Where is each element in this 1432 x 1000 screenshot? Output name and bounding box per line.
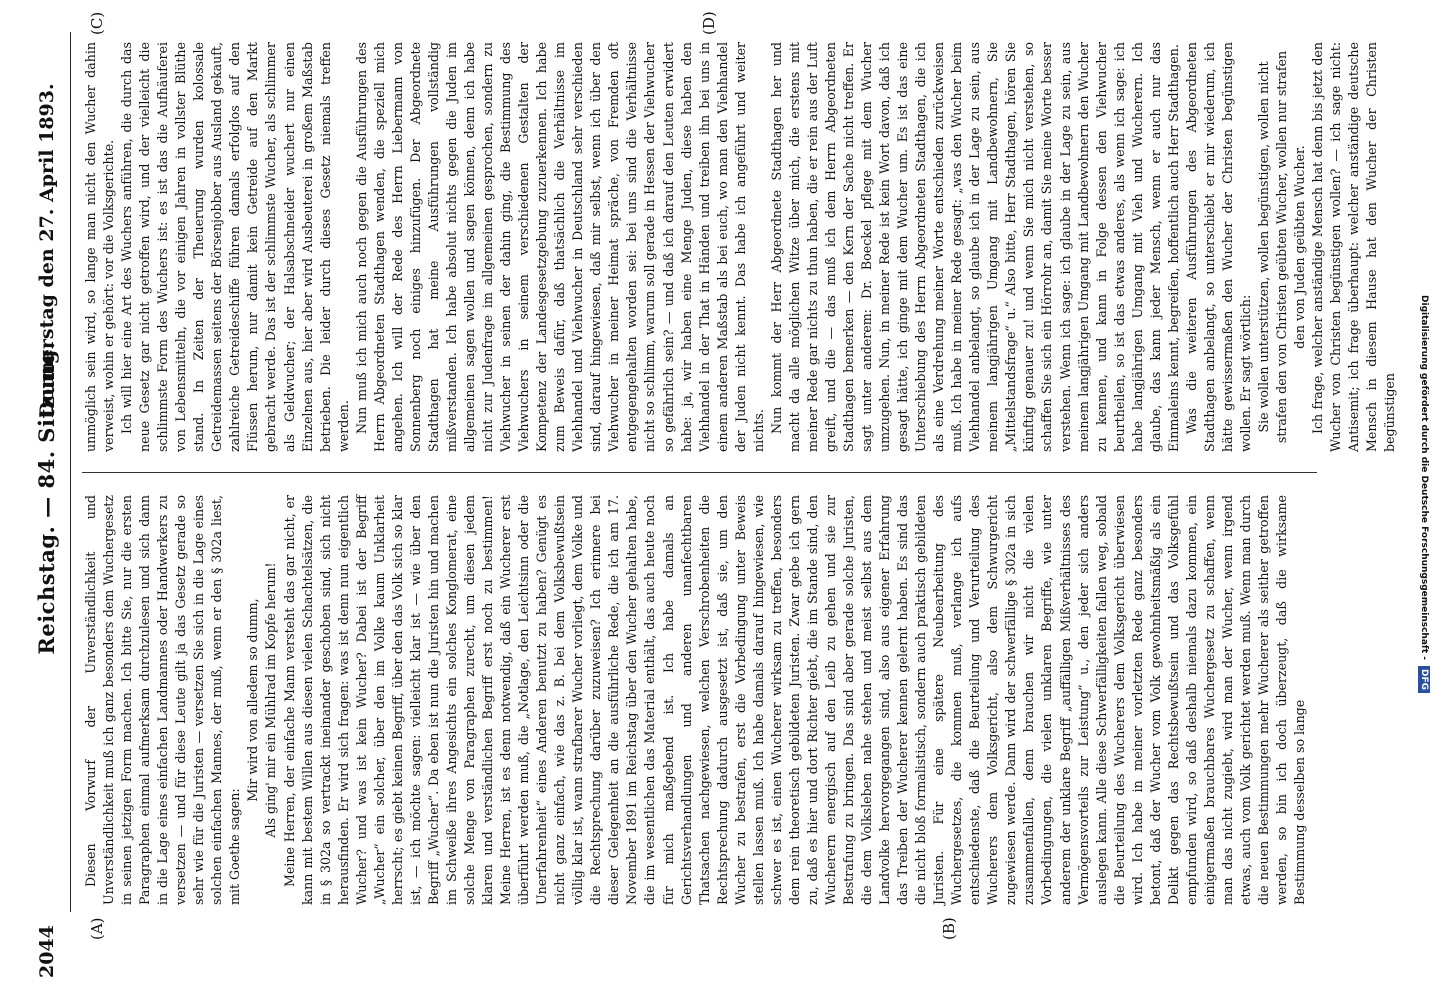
page-number: 2044 <box>36 925 58 978</box>
verse-line: Als ging' mir ein Mühlrad im Kopfe herum! <box>263 562 279 838</box>
column-rule <box>82 472 1317 473</box>
paragraph: Nun kommt der Herr Abgeordnete Stadthagen her und macht da alle möglichen Witze über mich, die erstens mit meiner Rede gar nichts zu thun haben, die er rein aus der Luft greift, und die — das muß ich dem Herrn Abgeordneten Stadthagen bemerken — den Kern der Sache nicht treffen. Er sagt unter anderem: Dr. Boeckel pflege mit dem Wucher umzugehen. Nun, in meiner Rede ist kein Wort davon, daß ich gesagt hätte, ich ginge mit dem Wucher um. Es ist das eine Unterschiebung des Herrn Abgeordneten Stadthagen, die ich als eine Verdrehung meiner Worte entschieden zurückweisen muß. Ich habe in meiner Rede gesagt: „was den Wucher beim Viehhandel anbelangt, so glaube ich in der Lage zu sein, aus meinem langjährigen Umgang mit Landbewohnern, Sie „Mittelstandsfrage“ u.“ Also bitte, Herr Stadthagen, hören Sie künftig genauer zu! und wenn Sie mich nicht verstehen, so schaffen Sie sich ein Hörrohr an, damit Sie meine Worte besser verstehen. Wenn ich sage: ich glaube in der Lage zu sein, aus meinem langjährigen Umgang mit Landbewohnern den Wucher zu kennen, und kann in Folge dessen den Viehwucher beurtheilen, so ist das etwas anderes, als wenn ich sage: ich habe langjährigen Umgang mit Vieh und Wucherern. Ich glaube, das kann jeder Mensch, wenn er auch nur das Einmaleins kennt, begreifen, hoffentlich auch Herr Stadthagen. <box>768 42 1181 452</box>
paragraph: Nun muß ich mich auch noch gegen die Ausführungen des Herrn Abgeordneten Stadthagen wenden, die speziell mich angehen. Ich will der Rede des Herrn Liebermann von Sonnenberg noch einiges hinzufügen. Der Abgeordnete Stadthagen hat meine Ausführungen vollständig mißverstanden. Ich habe absolut nichts gegen die Juden im allgemeinen sagen wollen und sagen können, denn ich habe nicht zur Judenfrage im allgemeinen gesprochen, sondern zu Viehwucher in seinen der dahin ging, die Bestimmung des Viehwuchers in seinem verschiedenen Gestalten der Kompetenz der Landesgesetzgebung zuzuerkennen. Ich habe zum Beweis dafür, daß thatsächlich die Verhältnisse im Viehhandel und Viehwucher in Deutschland sehr verschieden sind, darauf hingewiesen, daß mir selbst, wenn ich über den Viehwucher in meiner Heimat spräche, von Fremden oft entgegengehalten worden sei: bei uns sind die Verhältnisse nicht so schlimm, warum soll gerade in Hessen der Viehwucher so gefährlich sein? — und daß ich darauf den Leuten erwidert habe: ja, wir haben eine Menge Juden, diese haben den Viehhandel in der That in Händen und treiben ihn bei uns in einem anderen Maßstab als bei euch, wo man den Viehhandel der Juden nicht kennt. Das habe ich angeführt und weiter nichts. <box>353 42 766 452</box>
paragraph: Meine Herren, der einfache Mann versteht das gar nicht, er kann mit bestem Willen aus diesen vielen Schachtelsätzen, die in § 302a so vertrackt ineinander geschoben sind, sich nicht herausfinden. Er wird sich fragen: was ist denn nun eigentlich Wucher? und was ist kein Wucher? Dabei ist der Begriff „Wucher“ ein solcher, über den im Volke kaum Unklarheit herrscht; es giebt keinen Begriff, über den das Volk sich so klar ist, — ich möchte sagen: vielleicht klar ist — wie über den Begriff „Wucher“. Da eben ist nun die Juristen hin und machen im Schweiße ihres Angesichts ein solches Konglomerat, eine solche Menge von Paragraphen zurecht, um diesen jedem klaren und verständlichen Begriff erst noch zu bestimmen! Meine Herren, ist es denn notwendig, daß ein Wucherer erst überführt werden muß, die „Notlage, den Leichtsinn oder die Unerfahrenheit“ eines Anderen benutzt zu haben? Genügt es nicht ganz einfach, wie das z. B. bei dem Volksbewußtsein völlig klar ist, wann strafbarer Wucher vorliegt, dem Volke und die Rechtsprechung darüber zuzuweisen? Ich erinnere bei dieser Gelegenheit an die ausführliche Rede, die ich am 17. November 1891 im Reichstag über den Wucher gehalten habe, die im wesentlichen das Material enthält, das auch heute noch für mich maßgebend ist. Ich habe damals an Gerichtsverhandlungen und anderen unanfechtbaren Thatsachen nachgewiesen, welchen Verschrobenheiten die Rechtsprechung dadurch ausgesetzt ist, daß sie, um den Wucher zu bestrafen, erst die Vorbedingung unter Beweis stellen lassen muß. Ich habe damals darauf hingewiesen, wie schwer es ist, einen Wucherer wirksam zu treffen, besonders dem rein theoretisch gebildeten Juristen. Zwar gebe ich gern zu, daß es hier und dort Richter giebt, die im Stande sind, den Wucherern energisch auf den Leib zu gehen und sie zur Bestrafung zu bringen. Das sind aber gerade solche Juristen, die dem Volksleben nahe stehen und meist selbst aus dem Landvolke hervorgegangen sind, also aus eigener Erfahrung das Treiben der Wucherer kennen gelernt haben. Es sind das die nicht bloß formalistisch, sondern auch praktisch gebildeten Juristen. Für eine spätere Neubearbeitung des Wuchergesetzes, die kommen muß, verlange ich aufs entschiedenste, daß die Beurteilung und Verurteilung des Wucherers dem Volksgericht, also dem Schwurgericht zugewiesen werde. Dann wird der schwerfällige § 302a in sich zusammenfallen, denn brauchen wir nicht die vielen Vorbedingungen, die vielen unklaren Begriffe, wie unter anderem der unklare Begriff „auffälligen Mißverhältnisses des Vermögensvorteils zur Leistung“ u., den jeder sich anders auslegen kann. Alle diese Schwerfälligkeiten fallen weg, sobald die Beurteilung des Wucherers dem Volksgericht überwiesen wird. Ich habe in meiner vorletzten Rede ganz besonders betont, daß der Wucher vom Volk gewohnheitsmäßig als ein Delikt gegen das Rechtsbewußtsein und das Volksgefühl empfunden wird, so daß deshalb niemals dazu kommen, ein einigermaßen brauchbares Wuchergesetz zu schaffen, wenn man das nicht zugiebt, wird man der Wucher, wenn irgend etwas, auch vom Volk gerichtet werden muß. Wenn man durch die neuen Bestimmungen mehr Wucherer als seither getroffen werden, so bin ich doch überzeugt, daß die wirksame Bestimmung desselben so lange <box>281 495 1308 905</box>
credit-text: Digitalisierung gefördert durch die Deutsche Forschungsgemeinschaft - <box>1419 295 1429 660</box>
verse-line: Mir wird von alledem so dumm, <box>245 598 261 802</box>
left-column <box>82 495 1317 905</box>
paragraph: unmöglich sein wird, so lange man nicht den Wucher dahin verweist, wohin er gehört: vor die Volksgerichte. <box>83 42 117 452</box>
marker-d: (D) <box>700 11 718 35</box>
running-title: Reichstag. — 84. Sitzung. <box>34 341 59 655</box>
marker-a: (A) <box>88 917 106 940</box>
marker-b: (B) <box>940 917 958 940</box>
paragraph: Ich frage, welcher anständige Mensch hat denn bis jetzt den Wucher von Christen begünstigen wollen? — ich sage nicht: Antisemit; ich frage überhaupt: welcher anständige deutsche Mensch in diesem Hause hat den Wucher der Christen begünstigen <box>1310 42 1398 452</box>
paragraph: Ich will hier eine Art des Wuchers anführen, die durch das neue Gesetz gar nicht getroffen wird, und der vielleicht die schlimmste Form des Wuchers ist: es ist das die Aufhäuferei von Lebensmitteln, die vor einigen Jahren in vollster Blüthe stand. In Zeiten der Theuerung wurden kolossale Getreidemassen seitens der Börsenjobber aus Ausland gekauft, zahlreiche Getreideschiffe führen damals erfolglos auf den Flüssen herum, nur damit kein Getreide auf den Markt gebracht werde. Das ist der schlimmste Wucher, als schlimmer als Geldwucher; der Halsabschneider wuchert nur einen Einzelnen aus, hier aber wird Ausbeuterei in großem Maßstab betrieben. Die leider durch dieses Gesetz niemals treffen werden. <box>119 42 351 452</box>
paragraph: Was die weiteren Ausführungen des Abgeordneten Stadthagen anbelangt, so unterschiebt er mir wiederum, ich hätte gewissermaßen den Wucher der Christen begünstigen wollen. Er sagt wörtlich: <box>1183 42 1253 452</box>
header-rule <box>70 32 71 912</box>
paragraph: Diesen Vorwurf der Unverständlichkeit und Unverständlichkeit muß ich ganz besonders dem Wuchergesetz in seinen jetzigen Form machen. Ich bitte Sie, nur die ersten Paragraphen einmal aufmerksam durchzulesen und sich dann in die Lage eines einfachen Landmannes oder Handwerkers zu versetzen — und für diese Leute gilt ja das Gesetz gerade so sehr wie für die Juristen — versetzen Sie sich in die Lage eines solchen einfachen Mannes, der muß, wenn er den § 302a liest, mit Goethe sagen: <box>83 495 243 905</box>
dfg-badge: DFG <box>1418 666 1430 693</box>
right-column <box>82 42 1398 452</box>
page-header <box>30 18 70 978</box>
date-line: Donnerstag den 27. April 1893. <box>36 83 58 418</box>
marker-c: (C) <box>88 11 106 35</box>
digitization-credit <box>1418 10 1430 990</box>
quotation: Sie wollen unterstützen, wollen begünstigen, wollen nicht strafen den von Christen geübten Wucher, wollen nur strafen den von Juden geübten Wucher. <box>1256 50 1308 444</box>
